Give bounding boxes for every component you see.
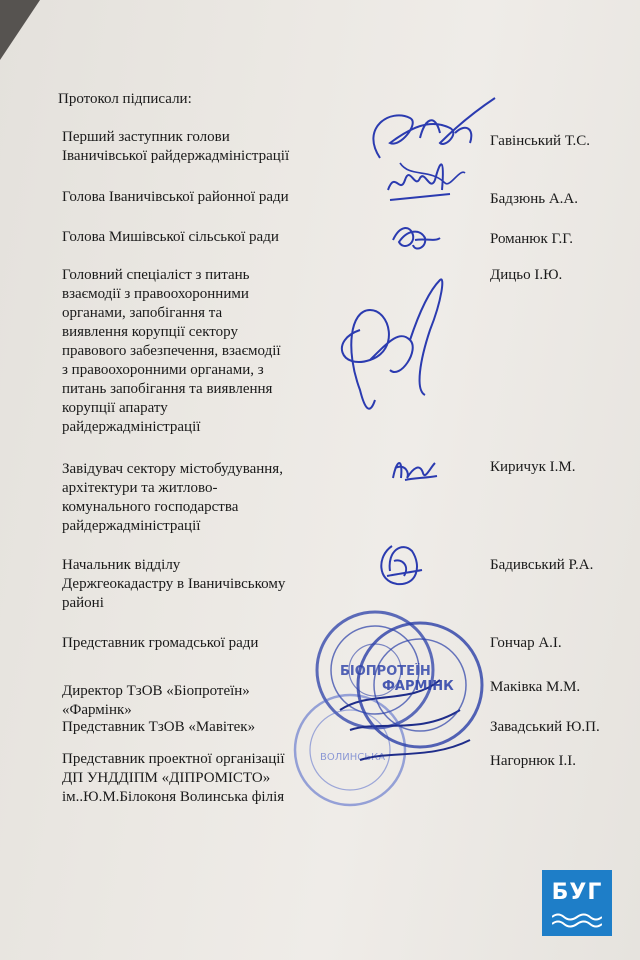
signatory-name-8: Маківка М.М. [490, 679, 581, 695]
signatory-role-3: Голова Мишівської сільської ради [62, 229, 279, 245]
bug-logo-text: БУГ [551, 880, 603, 905]
signatory-name-9: Завадський Ю.П. [490, 719, 600, 735]
signatory-role-4: Головний спеціаліст з питань взаємодії з правоохоронними органами, запобігання та виявлення корупції сектору правового забезпечення, взаємодії з правоохоронними органами, з питань запобігання та виявлення корупції апарату райдержадміністрації [62, 267, 281, 435]
signatory-name-2: Бадзюнь А.А. [490, 191, 579, 207]
signatory-role-9: Представник ТзОВ «Мавітек» [62, 719, 256, 735]
page-corner-shadow [0, 0, 40, 60]
signatory-role-5: Завідувач сектору містобудування, архітектури та житлово- комунального господарства райдержадміністрації [62, 461, 283, 534]
signatory-role-10: Представник проектної організації ДП УНДДІПМ «ДІПРОМІСТО» ім..Ю.М.Білоконя Волинська філія [62, 751, 285, 805]
signatory-role-6: Начальник відділу Держгеокадастру в Іваничівському районі [62, 557, 286, 611]
stamp-text-1: БІОПРОТЕЇН [340, 664, 431, 679]
signatory-name-1: Гавінський Т.С. [490, 133, 590, 149]
signature-2 [380, 150, 460, 210]
signature-4 [330, 270, 460, 430]
signature-6 [372, 536, 432, 591]
signatory-role-8: Директор ТзОВ «Біопротеїн» «Фармінк» [62, 683, 250, 718]
protocol-heading: Протокол підписали: [58, 91, 192, 107]
signatory-role-7: Представник громадської ради [62, 635, 259, 651]
signatory-role-1: Перший заступник голови Іваничівської райдержадміністрації [62, 129, 290, 164]
signatory-name-3: Романюк Г.Г. [490, 231, 573, 247]
company-stamp-farmink [350, 615, 490, 755]
signature-3 [385, 220, 445, 260]
signatory-name-5: Киричук І.М. [490, 459, 576, 475]
signatory-name-6: Бадивський Р.А. [490, 557, 594, 573]
signatory-name-7: Гончар А.І. [490, 635, 562, 651]
wave-icon [552, 912, 602, 928]
signature-5 [385, 448, 445, 488]
stamp-text-3: ВОЛИНСЬКА [320, 752, 386, 763]
bug-logo [542, 870, 612, 936]
stamp-text-2: ФАРМІНК [382, 679, 454, 694]
signatory-name-4: Дицьо І.Ю. [490, 267, 563, 283]
signatory-role-2: Голова Іваничівської районної ради [62, 189, 289, 205]
signatory-name-10: Нагорнюк І.І. [490, 753, 577, 769]
